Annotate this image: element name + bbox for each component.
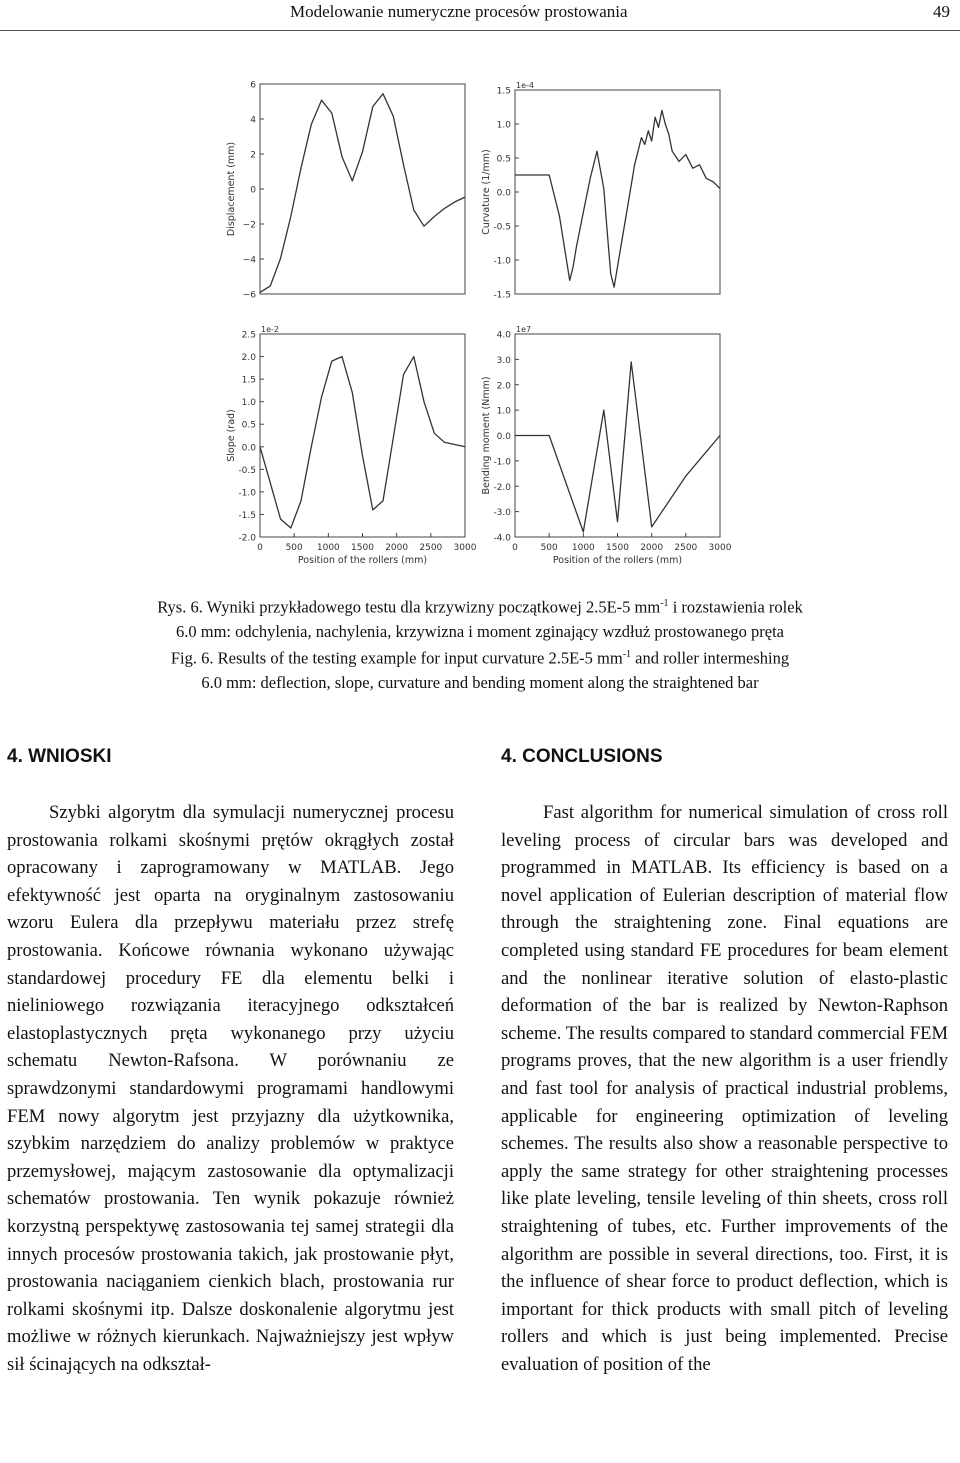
- y-tick-label: 1.5: [241, 375, 256, 386]
- running-title: Modelowanie numeryczne procesów prostowania: [290, 2, 628, 21]
- y-axis-label: Curvature (1/mm): [481, 149, 492, 235]
- x-tick-label: 2000: [385, 543, 409, 553]
- x-tick-label: 3000: [708, 543, 732, 553]
- y-tick-label: 3.0: [496, 355, 511, 366]
- y-tick-label: 2: [250, 150, 256, 161]
- y-tick-label: -1.5: [238, 510, 256, 521]
- y-tick-label: 0.0: [241, 443, 256, 454]
- y-tick-label: -1.0: [493, 457, 511, 468]
- caption-en-suffix: and roller intermeshing: [631, 648, 790, 668]
- y-tick-label: −4: [242, 255, 256, 266]
- scale-factor-label: 1e-2: [261, 325, 279, 334]
- y-tick-label: 2.0: [496, 381, 511, 392]
- x-tick-label: 2500: [419, 543, 443, 553]
- x-tick-label: 1000: [571, 543, 595, 553]
- y-tick-label: 1.0: [496, 406, 511, 417]
- x-tick-label: 0: [512, 543, 518, 553]
- x-tick-label: 500: [285, 543, 303, 553]
- y-tick-label: −2: [242, 220, 256, 231]
- section-title-pl: 4. WNIOSKI: [7, 746, 112, 767]
- y-tick-label: −6: [242, 290, 256, 301]
- figure-caption-pl: [0, 592, 960, 644]
- y-tick-label: 4: [250, 115, 256, 126]
- x-tick-label: 1500: [606, 543, 629, 553]
- x-tick-label: 2000: [640, 543, 664, 553]
- y-tick-label: 2.0: [241, 353, 256, 364]
- caption-en-line2: 6.0 mm: deflection, slope, curvature and bending moment along the straightened bar: [201, 672, 759, 692]
- conclusions-text-pl: Szybki algorytm dla symulacji numerycznej procesu prostowania rolkami skośnymi prętów okrągłych został opracowany i zaprogramowany w MATLAB. Jego efektywność jest oparta na oryginalnym zastosowaniu wzoru Eulera dla przepływu materiału przez strefę prostowania. Końcowe równania wykonano używając standardowej procedury FE dla elementu belki i nieliniowego rozwiązania iteracyjnego odkształceń elastoplastycznych pręta wykonanego przy użyciu schematu Newton-Rafsona. W porównaniu ze sprawdzonymi standardowymi programami handlowymi FEM nowy algorytm jest przyjazny dla użytkownika, szybkim narzędziem do analizy problemów w praktyce przemysłowej, mającym zastosowanie dla optymalizacji schematów prostowania. Ten wynik pokazuje również korzystną perspektywę zastosowania tej samej strategii dla innych procesów prostowania takich, jak prostowanie płyt, prostowania naciąganiem cienkich blach, prostowania rur rolkami skośnymi itp. Dalsze doskonalenie algorytmu jest możliwe w różnych kierunkach. Najważniejszy jest wpływ sił ścinających na odkształ-: [7, 802, 454, 1375]
- conclusions-text-en: Fast algorithm for numerical simulation of cross roll leveling process of circular bars was developed and programmed in MATLAB. Its efficiency is based on a novel application of Eulerian description of material flow through the straightening zone. Final equations are completed using standard FE procedures for beam element and the nonlinear iterative solution of elasto-plastic deformation of the bar is realized by Newton-Raphson scheme. The results compared to standard commercial FEM programs proves, that the new algorithm is a user friendly and fast tool for analysis of practical industrial problems, applicable for engineering optimization of leveling schemes. The results also show a reasonable perspective to apply the same strategy for other straightening processes like plate leveling, tensile leveling of thin sheets, cross roll straightening of tubes, etc. Further improvements of the algorithm are possible in several directions, too. First, it is the influence of shear force to product deflection, which is important for thick products with small pitch of leveling rollers and which is just being implemented. Precise evaluation of position of the: [501, 802, 948, 1375]
- y-tick-label: 6: [250, 80, 256, 91]
- x-tick-label: 1000: [316, 543, 340, 553]
- y-tick-label: -3.0: [493, 508, 511, 519]
- y-tick-label: -1.0: [238, 488, 256, 499]
- y-tick-label: -4.0: [493, 533, 511, 544]
- x-tick-label: 1500: [351, 543, 374, 553]
- caption-pl-sup: -1: [660, 598, 669, 609]
- y-tick-label: -2.0: [238, 533, 256, 544]
- caption-en-text: Fig. 6. Results of the testing example for input curvature 2.5E-5 mm: [170, 648, 623, 668]
- x-axis-label: Position of the rollers (mm): [552, 555, 683, 566]
- y-tick-label: -1.5: [493, 290, 511, 301]
- y-tick-label: 0.5: [241, 420, 256, 431]
- y-tick-label: -1.0: [493, 256, 511, 267]
- figure-caption-en: [0, 643, 960, 695]
- caption-pl-suffix: i rozstawienia rolek: [668, 597, 803, 617]
- y-axis-label: Bending moment (Nmm): [481, 376, 492, 495]
- y-tick-label: 0.0: [496, 188, 511, 199]
- series-line-moment: [515, 362, 720, 532]
- y-tick-label: 0.0: [496, 432, 511, 442]
- caption-pl-text: Rys. 6. Wyniki przykładowego testu dla krzywizny początkowej 2.5E-5 mm: [157, 597, 661, 617]
- y-tick-label: 0: [250, 185, 256, 196]
- y-tick-label: -0.5: [493, 222, 511, 233]
- caption-en-sup: -1: [622, 649, 632, 660]
- y-tick-label: 1.5: [496, 86, 511, 97]
- caption-pl-line2: 6.0 mm: odchylenia, nachylenia, krzywizna i moment zginający wzdłuż prostowanego pręta: [175, 621, 784, 641]
- y-tick-label: -2.0: [493, 482, 511, 493]
- y-tick-label: 1.0: [496, 120, 511, 131]
- x-tick-label: 2500: [674, 543, 698, 553]
- y-tick-label: 0.5: [496, 154, 511, 165]
- x-tick-label: 500: [540, 543, 558, 553]
- x-axis-label: Position of the rollers (mm): [297, 555, 428, 566]
- scale-factor-label: 1e-4: [516, 81, 534, 90]
- scale-factor-label: 1e7: [516, 325, 532, 334]
- section-title-en: 4. CONCLUSIONS: [501, 746, 663, 767]
- page-number: 49: [933, 2, 950, 21]
- x-tick-label: 0: [257, 543, 263, 553]
- x-tick-label: 3000: [453, 543, 477, 553]
- y-axis-label: Displacement (mm): [226, 141, 237, 237]
- y-axis-label: Slope (rad): [226, 409, 237, 462]
- y-tick-label: -0.5: [238, 465, 256, 476]
- y-tick-label: 1.0: [241, 398, 256, 409]
- y-tick-label: 2.5: [241, 330, 256, 341]
- y-tick-label: 4.0: [496, 330, 511, 341]
